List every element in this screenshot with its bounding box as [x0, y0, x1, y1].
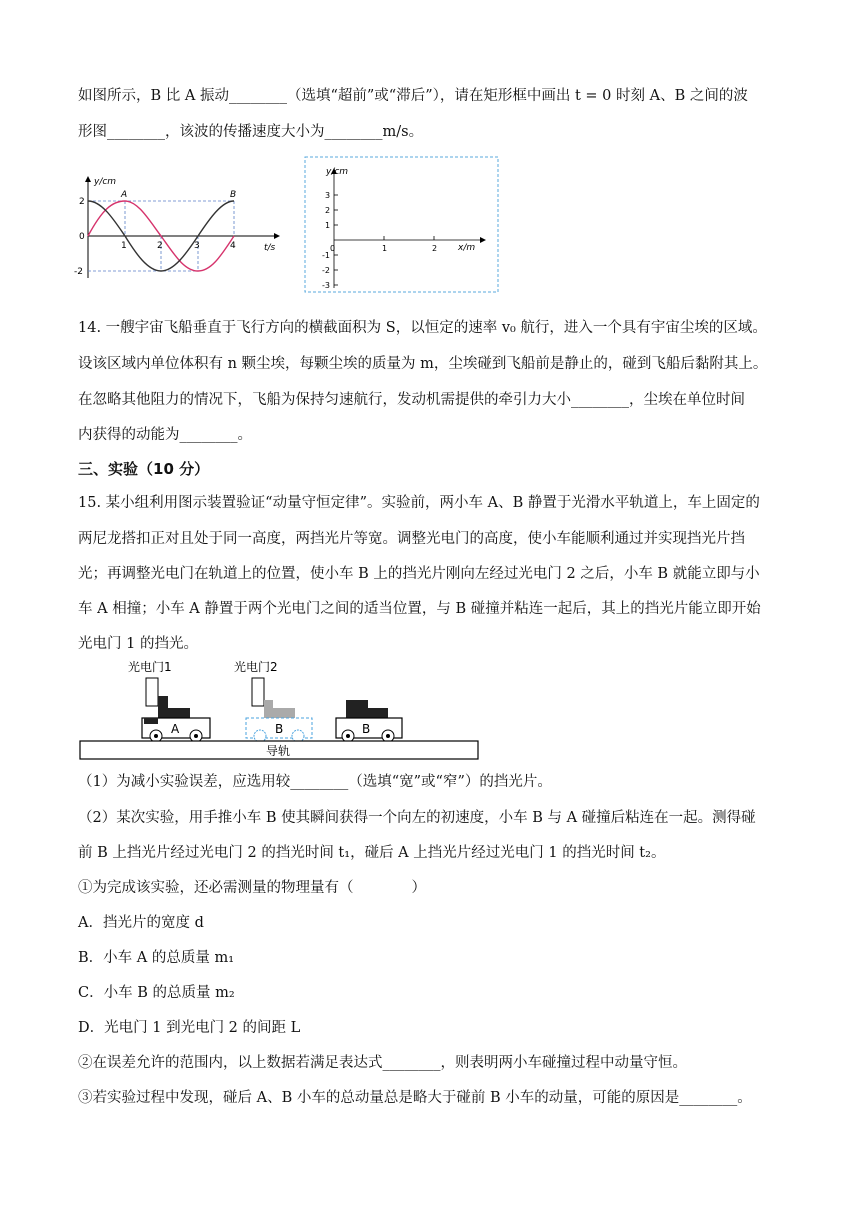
q14-text-line1: 14. 一艘宇宙飞船垂直于飞行方向的横截面积为 S，以恒定的速率 v₀ 航行，进入一个具有宇宙尘埃的区域。	[78, 320, 767, 336]
q15-text-line5: 光电门 1 的挡光。	[78, 636, 198, 652]
q15-part2-line2: 前 B 上挡光片经过光电门 2 的挡光时间 t₁，碰后 A 上挡光片经过光电门 1 的挡光时间 t₂。	[78, 845, 666, 861]
x-axis-label: t/s	[264, 243, 276, 253]
q14-text-line4: 内获得的动能为________。	[78, 427, 252, 443]
y-tick: -2	[322, 266, 330, 275]
car-b-label: B	[362, 722, 371, 736]
gate2-label: 光电门2	[234, 660, 278, 674]
y-tick: 0	[79, 232, 85, 242]
photogate-2	[252, 678, 264, 706]
point-b-label: B	[230, 190, 237, 200]
q14-text-line2: 设该区域内单位体积有 n 颗尘埃，每颗尘埃的质量为 m，尘埃碰到飞船前是静止的，碰到飞船后黏附其上。	[78, 356, 768, 372]
y-tick: -3	[322, 281, 330, 290]
y-tick: -1	[322, 251, 330, 260]
q15-text-line4: 车 A 相撞；小车 A 静置于两个光电门之间的适当位置，与 B 碰撞并粘连一起后，其上的挡光片能立即开始	[78, 601, 761, 617]
option-d[interactable]: D．光电门 1 到光电门 2 的间距 L	[78, 1020, 301, 1036]
q15-sub1: ①为完成该实验，还必需测量的物理量有（ ）	[78, 880, 426, 896]
track-label: 导轨	[266, 744, 291, 758]
x-tick: 0	[330, 244, 336, 253]
q15-sub2: ②在误差允许的范围内，以上数据若满足表达式________，则表明两小车碰撞过程中动量守恒。	[78, 1055, 687, 1071]
car-b-ghost-label: B	[275, 722, 284, 736]
q15-sub3: ③若实验过程中发现，碰后 A、B 小车的总动量总是略大于碰前 B 小车的动量，可能的原因是________。	[78, 1090, 752, 1106]
option-a[interactable]: A．挡光片的宽度 d	[78, 915, 204, 931]
point-a-label: A	[121, 190, 128, 200]
q13-text-line1: 如图所示，B 比 A 振动________（选填“超前”或“滞后”），请在矩形框中画出 t = 0 时刻 A、B 之间的波	[78, 88, 748, 104]
gate1-label: 光电门1	[128, 660, 172, 674]
y-tick: 1	[325, 221, 331, 230]
y-axis-label: y/cm	[326, 167, 349, 177]
y-tick: 2	[79, 197, 85, 207]
y-tick: 3	[325, 191, 331, 200]
section-heading: 三、实验（10 分）	[78, 460, 210, 478]
q13-text-line2: 形图________，该波的传播速度大小为________m/s。	[78, 124, 424, 140]
x-tick: 1	[121, 241, 127, 251]
q15-part2-line1: （2）某次实验，用手推小车 B 使其瞬间获得一个向左的初速度，小车 B 与 A 碰撞后粘连在一起。测得碰	[78, 810, 756, 826]
x-tick: 1	[382, 244, 388, 253]
y-axis-label: y/cm	[94, 177, 117, 187]
q15-text-line1: 15. 某小组利用图示装置验证“动量守恒定律”。实验前，两小车 A、B 静置于光滑水平轨道上，车上固定的	[78, 495, 760, 511]
apparatus-figure	[78, 656, 482, 762]
q15-text-line2: 两尼龙搭扣正对且处于同一高度，两挡光片等宽。调整光电门的高度，使小车能顺利通过并实现挡光片挡	[78, 531, 745, 547]
y-tick: -2	[74, 267, 83, 277]
car-a-label: A	[171, 722, 180, 736]
vibration-graph	[74, 170, 284, 285]
x-tick: 2	[432, 244, 438, 253]
option-b[interactable]: B．小车 A 的总质量 m₁	[78, 950, 235, 966]
x-tick: 2	[157, 241, 163, 251]
photogate-1	[146, 678, 158, 706]
x-tick: 3	[194, 241, 200, 251]
y-tick: 2	[325, 206, 331, 215]
wave-graph-box[interactable]	[304, 156, 500, 294]
q15-part1: （1）为减小实验误差，应选用较________（选填“宽”或“窄”）的挡光片。	[78, 774, 552, 790]
option-c[interactable]: C．小车 B 的总质量 m₂	[78, 985, 235, 1001]
x-axis-label: x/m	[458, 243, 476, 253]
q15-text-line3: 光；再调整光电门在轨道上的位置，使小车 B 上的挡光片刚向左经过光电门 2 之后，小车 B 就能立即与小	[78, 566, 760, 582]
q14-text-line3: 在忽略其他阻力的情况下，飞船为保持匀速航行，发动机需提供的牵引力大小________，尘埃在单位时间	[78, 392, 745, 408]
car-b	[336, 700, 402, 742]
x-tick: 4	[230, 241, 236, 251]
